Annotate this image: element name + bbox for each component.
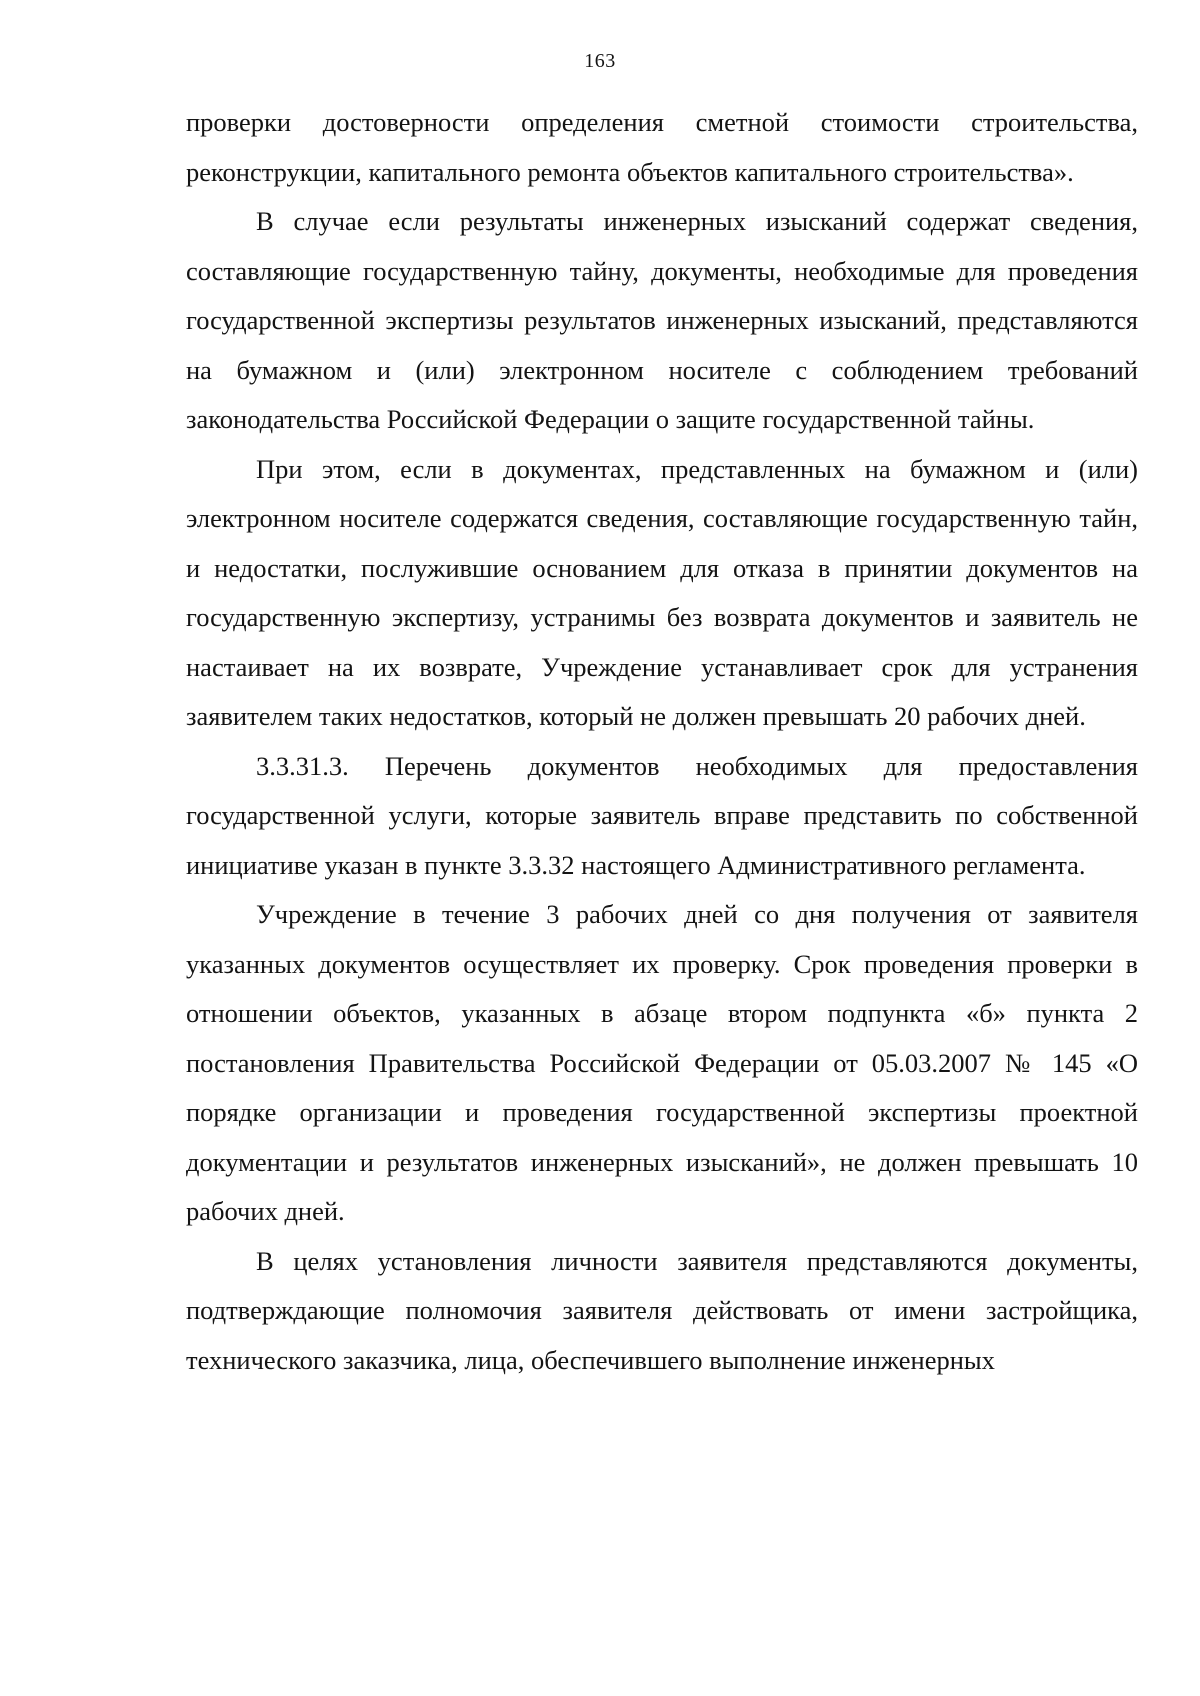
paragraph-verification-term: Учреждение в течение 3 рабочих дней со дня получения от заявителя указанных документов осуществляет их проверку. Срок проведения проверки в отношении объектов, указанных в абзаце втором подпункта «б» пункта 2 постановления Правительства Российской Федерации от 05.03.2007 № 145 «О порядке организации и проведения государственной экспертизы проектной документации и результатов инженерных изысканий», не должен превышать 10 рабочих дней. xyxy=(186,899,1138,1226)
paragraph-continuation: проверки достоверности определения сметной стоимости строительства, реконструкции, капитального ремонта объектов капитального строительства». xyxy=(186,107,1138,187)
paragraph-identity-documents: В целях установления личности заявителя представляются документы, подтверждающие полномочия заявителя действовать от имени застройщика, технического заказчика, лица, обеспечившего выполнение инженерных xyxy=(186,1245,1138,1375)
paragraph-deficiencies-term: При этом, если в документах, представленных на бумажном и (или) электронном носителе содержатся сведения, составляющие государственную тайн, и недостатки, послужившие основанием для отказа в принятии документов на государственную экспертизу, устранимы без возврата документов и заявитель не настаивает на их возврате, Учреждение устанавливает срок для устранения заявителем таких недостатков, который не должен превышать 20 рабочих дней. xyxy=(186,453,1138,731)
paragraph-state-secret-results: В случае если результаты инженерных изысканий содержат сведения, составляющие государственную тайну, документы, необходимые для проведения государственной экспертизы результатов инженерных изысканий, представляются на бумажном и (или) электронном носителе с соблюдением требований законодательства Российской Федерации о защите государственной тайны. xyxy=(186,206,1138,434)
document-body xyxy=(186,98,1138,1385)
page-number: 163 xyxy=(584,50,616,72)
paragraph-clause-3-3-31-3: 3.3.31.3. Перечень документов необходимых для предоставления государственной услуги, которые заявитель вправе представить по собственной инициативе указан в пункте 3.3.32 настоящего Административного регламента. xyxy=(186,750,1138,880)
